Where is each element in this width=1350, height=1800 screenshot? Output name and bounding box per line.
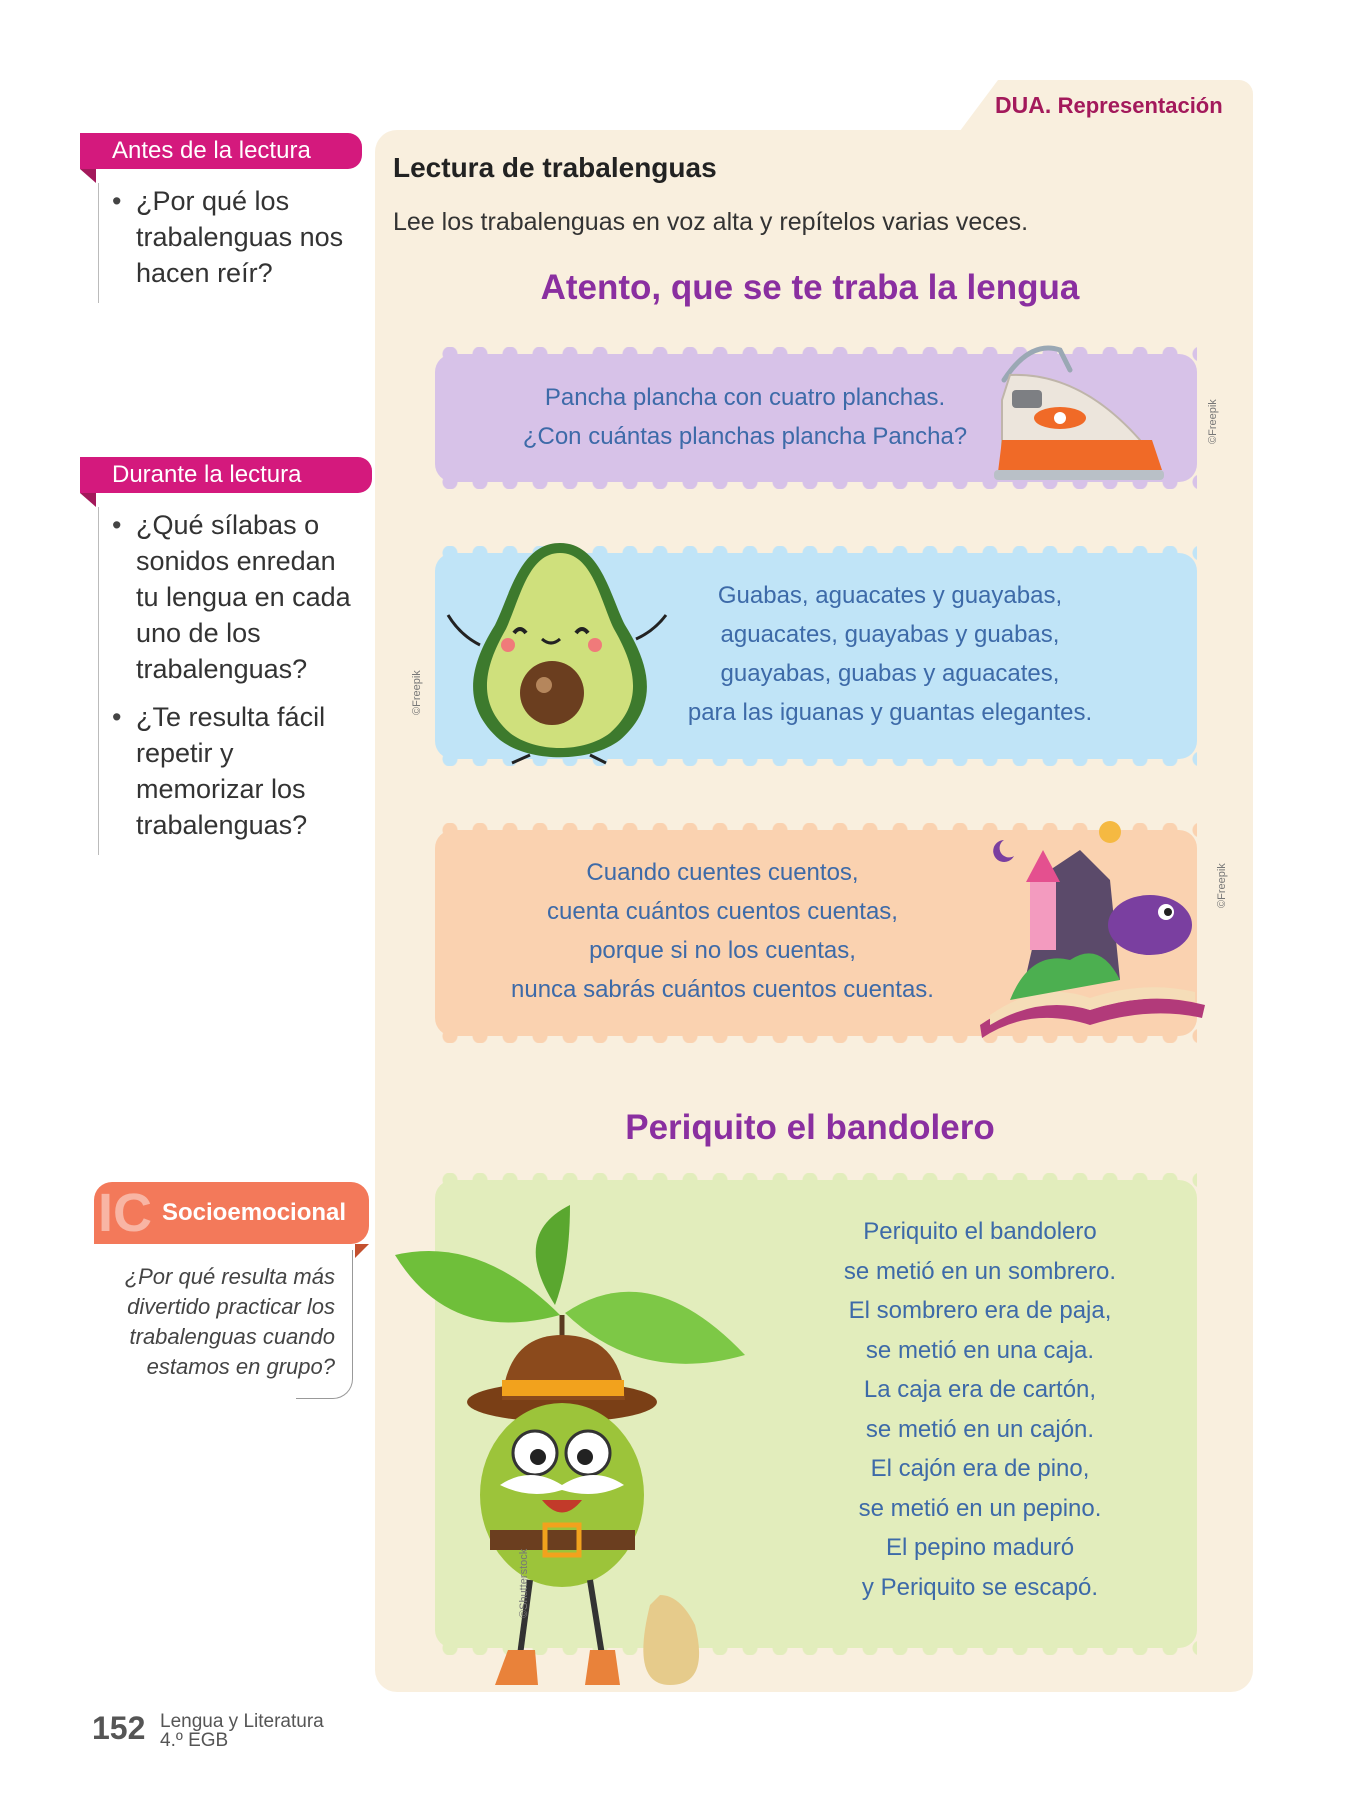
verse-line: El cajón era de pino, <box>870 1455 1090 1482</box>
before-reading-list <box>98 183 364 303</box>
list-item: • ¿Qué sílabas o sonidos enredan tu lengua en cada uno de los trabalenguas? <box>136 507 364 687</box>
verse-line: El pepino maduró <box>885 1534 1075 1561</box>
verse-line: cuenta cuántos cuentos cuentas, <box>547 898 898 925</box>
verse-line: porque si no los cuentas, <box>589 937 856 964</box>
verse-line: ¿Con cuántas planchas plancha Pancha? <box>522 423 968 450</box>
label-fold <box>355 1244 369 1258</box>
verse-line: se metió en un cajón. <box>865 1415 1095 1443</box>
tongue-twister-text-3 <box>470 853 975 1009</box>
grade-label: 4.º EGB <box>160 1730 229 1751</box>
verse-line: aguacates, guayabas y guabas, <box>720 621 1060 648</box>
heading-tongue-twisters: Atento, que se te traba la lengua <box>540 268 1080 307</box>
socioemotional-title: Socioemocional <box>162 1199 347 1226</box>
image-credit: ©Freepik <box>411 670 423 715</box>
image-credit: ©Freepik <box>1207 399 1219 444</box>
image-credit: ©Freepik <box>1216 863 1228 908</box>
verse-line: nunca sabrás cuántos cuentos cuentas. <box>511 976 934 1003</box>
image-credit: ©Shutterstock <box>518 1548 530 1618</box>
during-reading-label: Durante la lectura <box>80 457 372 493</box>
verse-line: para las iguanas y guantas elegantes. <box>687 699 1093 726</box>
before-reading-label: Antes de la lectura <box>80 133 362 169</box>
dua-label: DUA. <box>995 92 1052 118</box>
tongue-twister-text-1 <box>495 378 995 456</box>
socioemotional-label <box>94 1182 369 1244</box>
subject-label <box>160 1712 324 1750</box>
verse-line: se metió en un sombrero. <box>843 1257 1117 1285</box>
verse-line: Pancha plancha con cuatro planchas. <box>544 384 946 411</box>
poem-text <box>780 1212 1180 1607</box>
verse-line: Guabas, aguacates y guayabas, <box>717 582 1063 609</box>
verse-line: El sombrero era de paja, <box>848 1297 1112 1324</box>
iron-icon <box>990 340 1170 490</box>
verse-line: y Periquito se escapó. <box>861 1573 1099 1601</box>
dua-badge <box>995 92 1245 119</box>
list-item: • ¿Te resulta fácil repetir y memorizar los trabalenguas? <box>136 699 364 843</box>
section-title: Lectura de trabalenguas <box>393 152 717 183</box>
storybook-icon <box>970 810 1215 1045</box>
page-number: 152 <box>92 1710 146 1746</box>
socioemotional-question: ¿Por qué resulta más divertido practicar los trabalenguas cuando estamos en grupo? <box>124 1264 335 1379</box>
heading-periquito: Periquito el bandolero <box>625 1108 995 1147</box>
verse-line: La caja era de cartón, <box>863 1376 1097 1403</box>
ic-logo-icon: IC <box>98 1183 152 1243</box>
during-reading-list <box>98 507 364 855</box>
instruction-text: Lee los trabalenguas en voz alta y repítelos varias veces. <box>393 208 1029 236</box>
dua-sub-label: Representación <box>1057 93 1223 118</box>
verse-line: Cuando cuentes cuentos, <box>586 859 859 886</box>
avocado-icon <box>440 535 680 770</box>
list-item: • ¿Por qué los trabalenguas nos hacen reír? <box>136 183 364 291</box>
cowboy-olive-icon <box>390 1195 760 1695</box>
verse-line: se metió en una caja. <box>865 1336 1095 1364</box>
verse-line: guayabas, guabas y aguacates, <box>720 660 1060 687</box>
subject-name: Lengua y Literatura <box>160 1711 324 1732</box>
verse-line: se metió en un pepino. <box>858 1494 1102 1522</box>
verse-line: Periquito el bandolero <box>863 1218 1097 1245</box>
tongue-twister-text-2 <box>660 576 1120 732</box>
